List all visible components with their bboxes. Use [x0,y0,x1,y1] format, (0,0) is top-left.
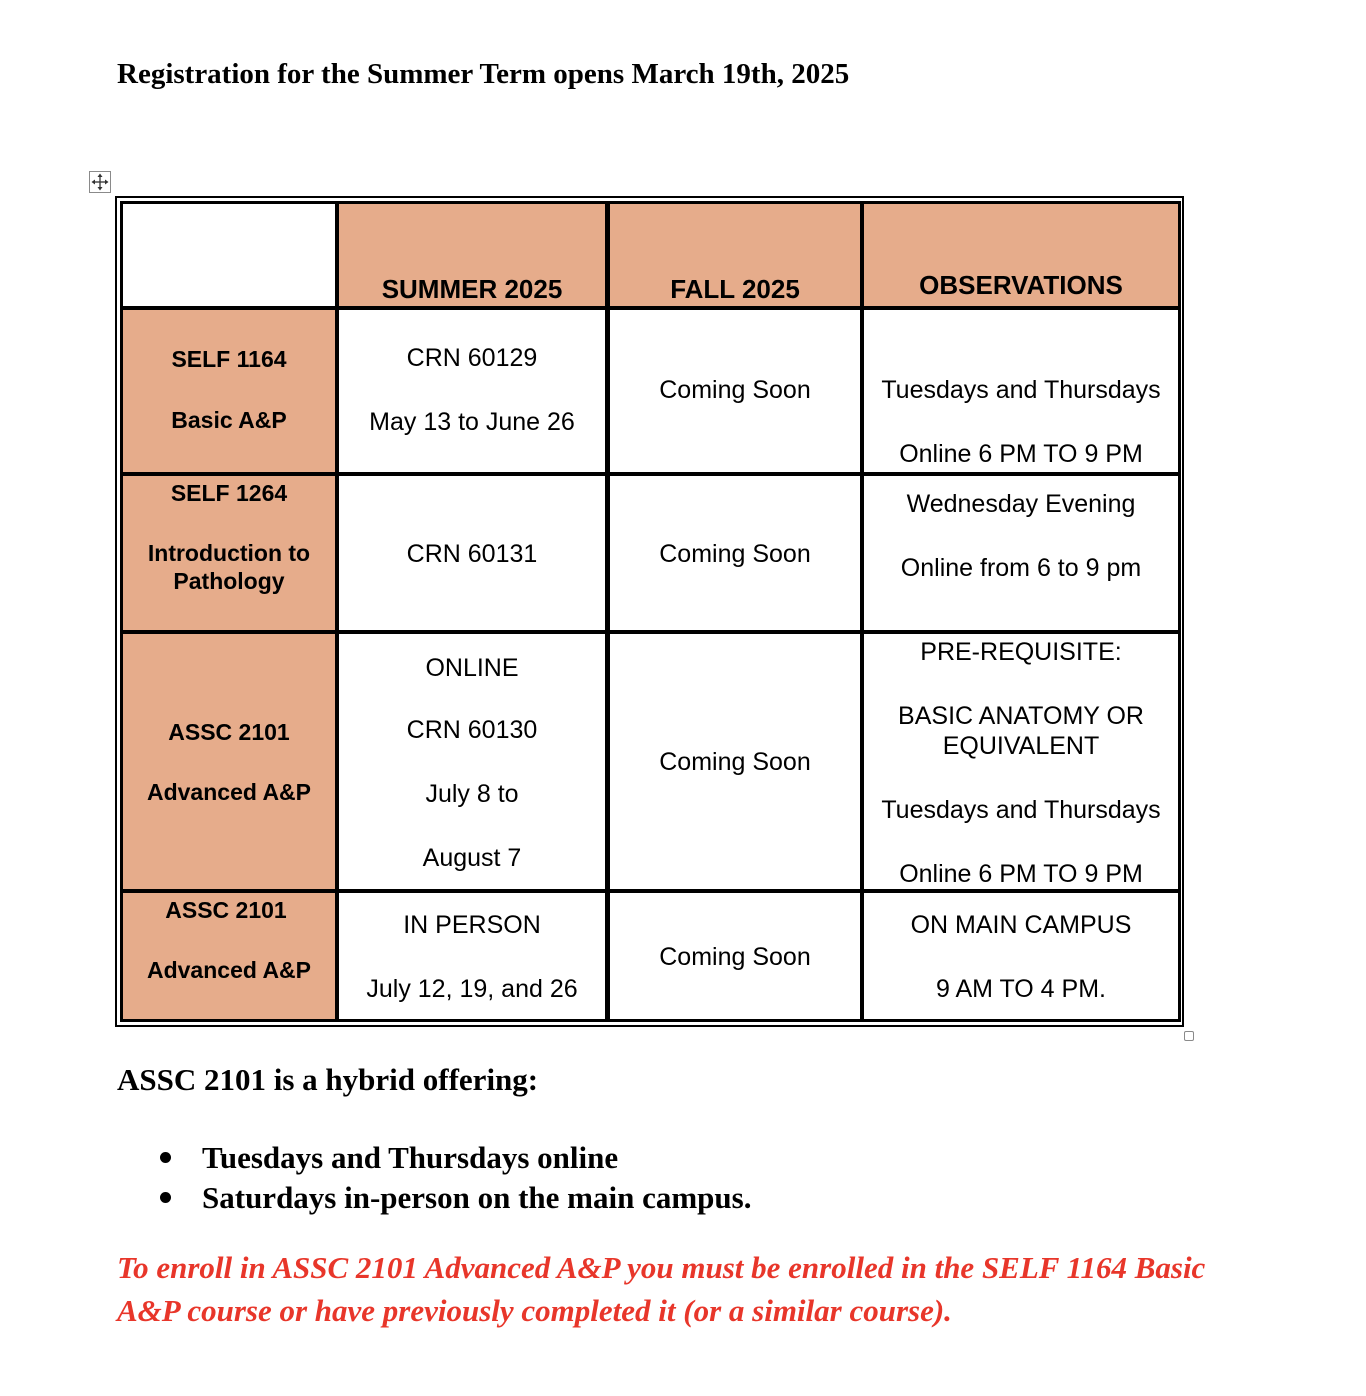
summer-cell-assc-2101-online [336,631,608,892]
fall-cell-assc-2101-online [607,631,863,892]
course-schedule-table [115,196,1184,1027]
summer-mode: IN PERSON [403,911,541,939]
observation-prereq-line-1: BASIC ANATOMY OR [898,702,1144,730]
fall-cell-self-1164 [607,307,863,475]
observation-time: 9 AM TO 4 PM. [936,975,1106,1003]
table-move-handle[interactable] [89,171,111,193]
course-name: Advanced A&P [146,779,312,805]
summer-date-start: July 8 to [425,780,519,808]
summer-crn: CRN 60131 [406,540,538,568]
observation-time: Online 6 PM TO 9 PM [899,860,1143,888]
fall-cell-assc-2101-in-person [607,890,863,1022]
course-cell-assc-2101-in-person [120,890,338,1022]
header-fall-cell [607,201,863,309]
header-observations-cell [861,201,1181,309]
observation-time: Online 6 PM TO 9 PM [899,440,1143,468]
table-resize-handle[interactable] [1184,1031,1194,1041]
course-name-line-2: Pathology [173,568,285,594]
summer-crn: CRN 60129 [406,344,538,372]
course-name: Basic A&P [171,407,287,433]
summer-dates: July 12, 19, and 26 [366,975,578,1003]
course-code: ASSC 2101 [165,897,287,923]
summer-dates: May 13 to June 26 [369,408,575,436]
list-item: Saturdays in-person on the main campus. [158,1178,751,1218]
observation-days: Tuesdays and Thursdays [881,796,1161,824]
course-cell-self-1264 [120,473,338,633]
header-summer-cell [336,201,608,309]
course-cell-assc-2101-online [120,631,338,892]
list-item: Tuesdays and Thursdays online [158,1138,751,1178]
observation-prereq-label: PRE-REQUISITE: [920,638,1122,666]
fall-cell-self-1264 [607,473,863,633]
course-code: SELF 1264 [170,480,288,506]
course-code: SELF 1164 [171,346,287,372]
course-name: Advanced A&P [146,957,312,983]
observation-days: Wednesday Evening [906,490,1136,518]
summer-mode: ONLINE [425,654,519,682]
summer-cell-assc-2101-in-person [336,890,608,1022]
bullet-dot-icon [160,1192,171,1203]
header-fall: FALL 2025 [670,274,800,304]
summer-cell-self-1164 [336,307,608,475]
summer-crn: CRN 60130 [406,716,538,744]
hybrid-list [158,1138,751,1218]
observation-location: ON MAIN CAMPUS [910,911,1132,939]
header-summer: SUMMER 2025 [381,274,563,304]
fall-status: Coming Soon [659,943,811,971]
course-cell-self-1164 [120,307,338,475]
page-heading: Registration for the Summer Term opens March 19th, 2025 [117,58,850,90]
observation-prereq-line-2: EQUIVALENT [942,732,1100,760]
observations-cell-assc-2101-in-person [861,890,1181,1022]
observation-time: Online from 6 to 9 pm [900,554,1142,582]
fall-status: Coming Soon [659,376,811,404]
header-corner-cell [120,201,338,309]
course-name-line-1: Introduction to [147,540,311,566]
course-code: ASSC 2101 [168,719,290,745]
summer-cell-self-1264 [336,473,608,633]
fall-status: Coming Soon [659,748,811,776]
observations-cell-self-1264 [861,473,1181,633]
move-arrows-icon [90,172,110,192]
observations-cell-self-1164 [861,307,1181,475]
header-observations: OBSERVATIONS [919,270,1123,300]
observation-days: Tuesdays and Thursdays [881,376,1161,404]
bullet-dot-icon [160,1152,171,1163]
summer-date-end: August 7 [422,844,522,872]
hybrid-title: ASSC 2101 is a hybrid offering: [117,1062,539,1097]
enrollment-note: To enroll in ASSC 2101 Advanced A&P you must be enrolled in the SELF 1164 Basic A&P course or have previously completed it (or a similar course). [117,1250,1206,1328]
fall-status: Coming Soon [659,540,811,568]
observations-cell-assc-2101-online [861,631,1181,892]
